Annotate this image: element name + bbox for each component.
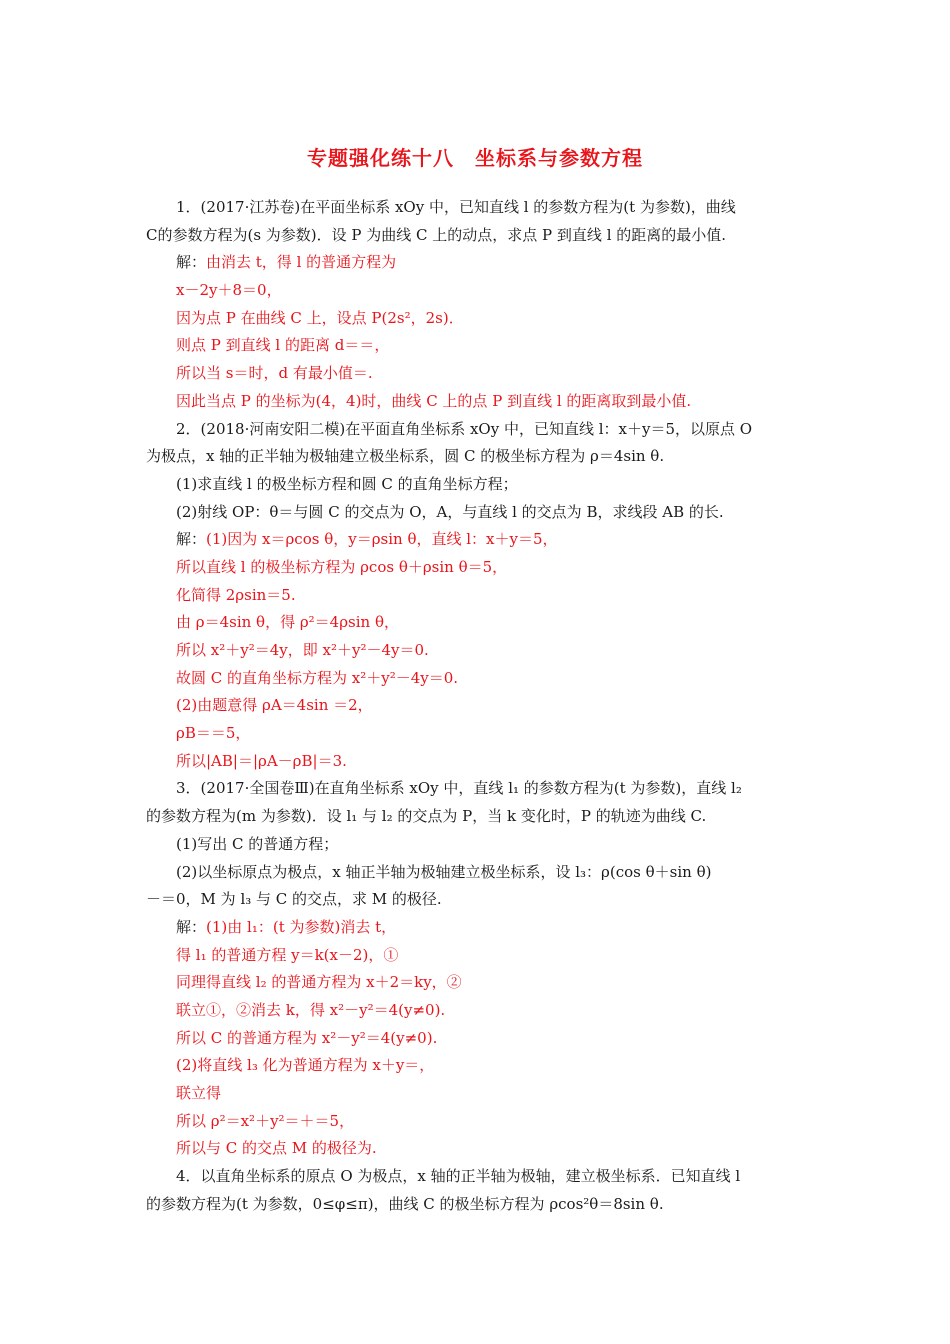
line-text: ρB＝＝5，: [176, 724, 251, 743]
solution-line: [0, 1135, 950, 1163]
solution-line: [0, 1025, 950, 1053]
line-text: x－2y＋8＝0，: [176, 281, 282, 300]
question-line: [0, 886, 950, 914]
line-text: 联立①，②消去 k，得 x²－y²＝4(y≠0).: [176, 1000, 446, 1019]
line-text: (1)写出 C 的普通方程；: [176, 834, 339, 853]
solution-line: [0, 720, 950, 748]
solution-label: 解：: [176, 530, 207, 549]
solution-line: [0, 1080, 950, 1108]
solution-line: [0, 305, 950, 333]
question-line: [0, 471, 950, 499]
line-text: 所以 ρ²＝x²＋y²＝＋＝5，: [176, 1111, 355, 1130]
solution-line: [0, 582, 950, 610]
solution-line: [0, 942, 950, 970]
line-text: (1)求直线 l 的极坐标方程和圆 C 的直角坐标方程；: [176, 474, 518, 493]
question-line: [0, 775, 950, 803]
solution-line: [0, 997, 950, 1025]
solution-line: [0, 748, 950, 776]
line-text: 联立得: [176, 1084, 222, 1102]
solution-line: [0, 1108, 950, 1136]
solution-line: [0, 554, 950, 582]
line-text: C的参数方程为(s 为参数)．设 P 为曲线 C 上的动点，求点 P 到直线 l 的距离的最小值.: [146, 225, 727, 244]
line-text: 2．(2018·河南安阳二模)在平面直角坐标系 xOy 中，已知直线 l：x＋y＝5，以原点 O: [176, 419, 753, 438]
line-text: 故圆 C 的直角坐标方程为 x²＋y²－4y＝0.: [176, 668, 459, 687]
solution-line: [0, 637, 950, 665]
line-text: 所以 x²＋y²＝4y，即 x²＋y²－4y＝0.: [176, 641, 429, 659]
question-line: [0, 194, 950, 222]
solution-label: 解：: [176, 917, 207, 936]
line-text: 所以与 C 的交点 M 的极径为.: [176, 1139, 377, 1158]
question-line: [0, 803, 950, 831]
line-text: (1)由 l₁：(t 为参数)消去 t，: [206, 917, 397, 936]
page-title: 专题强化练十八 坐标系与参数方程: [307, 146, 643, 170]
line-text: 因此当点 P 的坐标为(4，4)时，曲线 C 上的点 P 到直线 l 的距离取到最小值.: [176, 391, 692, 410]
line-text: 所以|AB|＝|ρA－ρB|＝3.: [176, 751, 347, 770]
line-text: 所以当 s＝时，d 有最小值＝.: [176, 364, 373, 383]
line-text: 则点 P 到直线 l 的距离 d＝＝，: [176, 336, 390, 355]
question-line: [0, 831, 950, 859]
line-text: 化简得 2ρsin＝5.: [176, 585, 296, 604]
document-body: [0, 194, 950, 1218]
line-text: 3．(2017·全国卷Ⅲ)在直角坐标系 xOy 中，直线 l₁ 的参数方程为(t 为参数)，直线 l₂: [176, 779, 742, 798]
question-line: [0, 222, 950, 250]
question-line: [0, 1163, 950, 1191]
solution-line: [0, 914, 950, 942]
line-text: (2)以坐标原点为极点，x 轴正半轴为极轴建立极坐标系，设 l₃：ρ(cos θ＋sin θ): [176, 862, 712, 881]
line-text: (2)射线 OP：θ＝与圆 C 的交点为 O，A，与直线 l 的交点为 B，求线段 AB 的长.: [176, 502, 724, 521]
solution-line: [0, 277, 950, 305]
line-text: 由 ρ＝4sin θ，得 ρ²＝4ρsin θ，: [176, 613, 400, 632]
line-text: 的参数方程为(t 为参数，0≤φ≤π)，曲线 C 的极坐标方程为 ρcos²θ＝8sin θ.: [146, 1194, 664, 1213]
question-line: [0, 1191, 950, 1219]
line-text: 为极点，x 轴的正半轴为极轴建立极坐标系，圆 C 的极坐标方程为 ρ＝4sin θ.: [146, 447, 665, 466]
solution-line: [0, 609, 950, 637]
solution-line: [0, 692, 950, 720]
solution-label: 解：: [176, 253, 207, 272]
solution-line: [0, 332, 950, 360]
line-text: 所以直线 l 的极坐标方程为 ρcos θ＋ρsin θ＝5，: [176, 557, 508, 576]
question-line: [0, 443, 950, 471]
solution-line: [0, 526, 950, 554]
solution-line: [0, 969, 950, 997]
line-text: (1)因为 x＝ρcos θ，y＝ρsin θ，直线 l：x＋y＝5，: [206, 530, 558, 549]
solution-line: [0, 360, 950, 388]
line-text: 由消去 t，得 l 的普通方程为: [206, 253, 397, 272]
line-text: 同理得直线 l₂ 的普通方程为 x＋2＝ky，②: [176, 973, 462, 992]
line-text: (2)将直线 l₃ 化为普通方程为 x＋y＝，: [176, 1056, 435, 1075]
question-line: [0, 416, 950, 444]
question-line: [0, 859, 950, 887]
line-text: 的参数方程为(m 为参数)．设 l₁ 与 l₂ 的交点为 P，当 k 变化时，P 的轨迹为曲线 C.: [146, 807, 707, 826]
line-text: 4．以直角坐标系的原点 O 为极点，x 轴的正半轴为极轴，建立极坐标系．已知直线 l: [176, 1167, 741, 1186]
solution-line: [0, 665, 950, 693]
solution-line: [0, 1052, 950, 1080]
question-line: [0, 499, 950, 527]
line-text: －＝0，M 为 l₃ 与 C 的交点，求 M 的极径.: [146, 890, 442, 909]
line-text: 因为点 P 在曲线 C 上，设点 P(2s²，2s)．: [176, 308, 464, 327]
solution-line: [0, 249, 950, 277]
line-text: (2)由题意得 ρA＝4sin ＝2，: [176, 696, 373, 715]
solution-line: [0, 388, 950, 416]
line-text: 所以 C 的普通方程为 x²－y²＝4(y≠0).: [176, 1028, 438, 1047]
line-text: 1．(2017·江苏卷)在平面坐标系 xOy 中，已知直线 l 的参数方程为(t 为参数)，曲线: [176, 198, 736, 216]
line-text: 得 l₁ 的普通方程 y＝k(x－2)，①: [176, 945, 399, 964]
